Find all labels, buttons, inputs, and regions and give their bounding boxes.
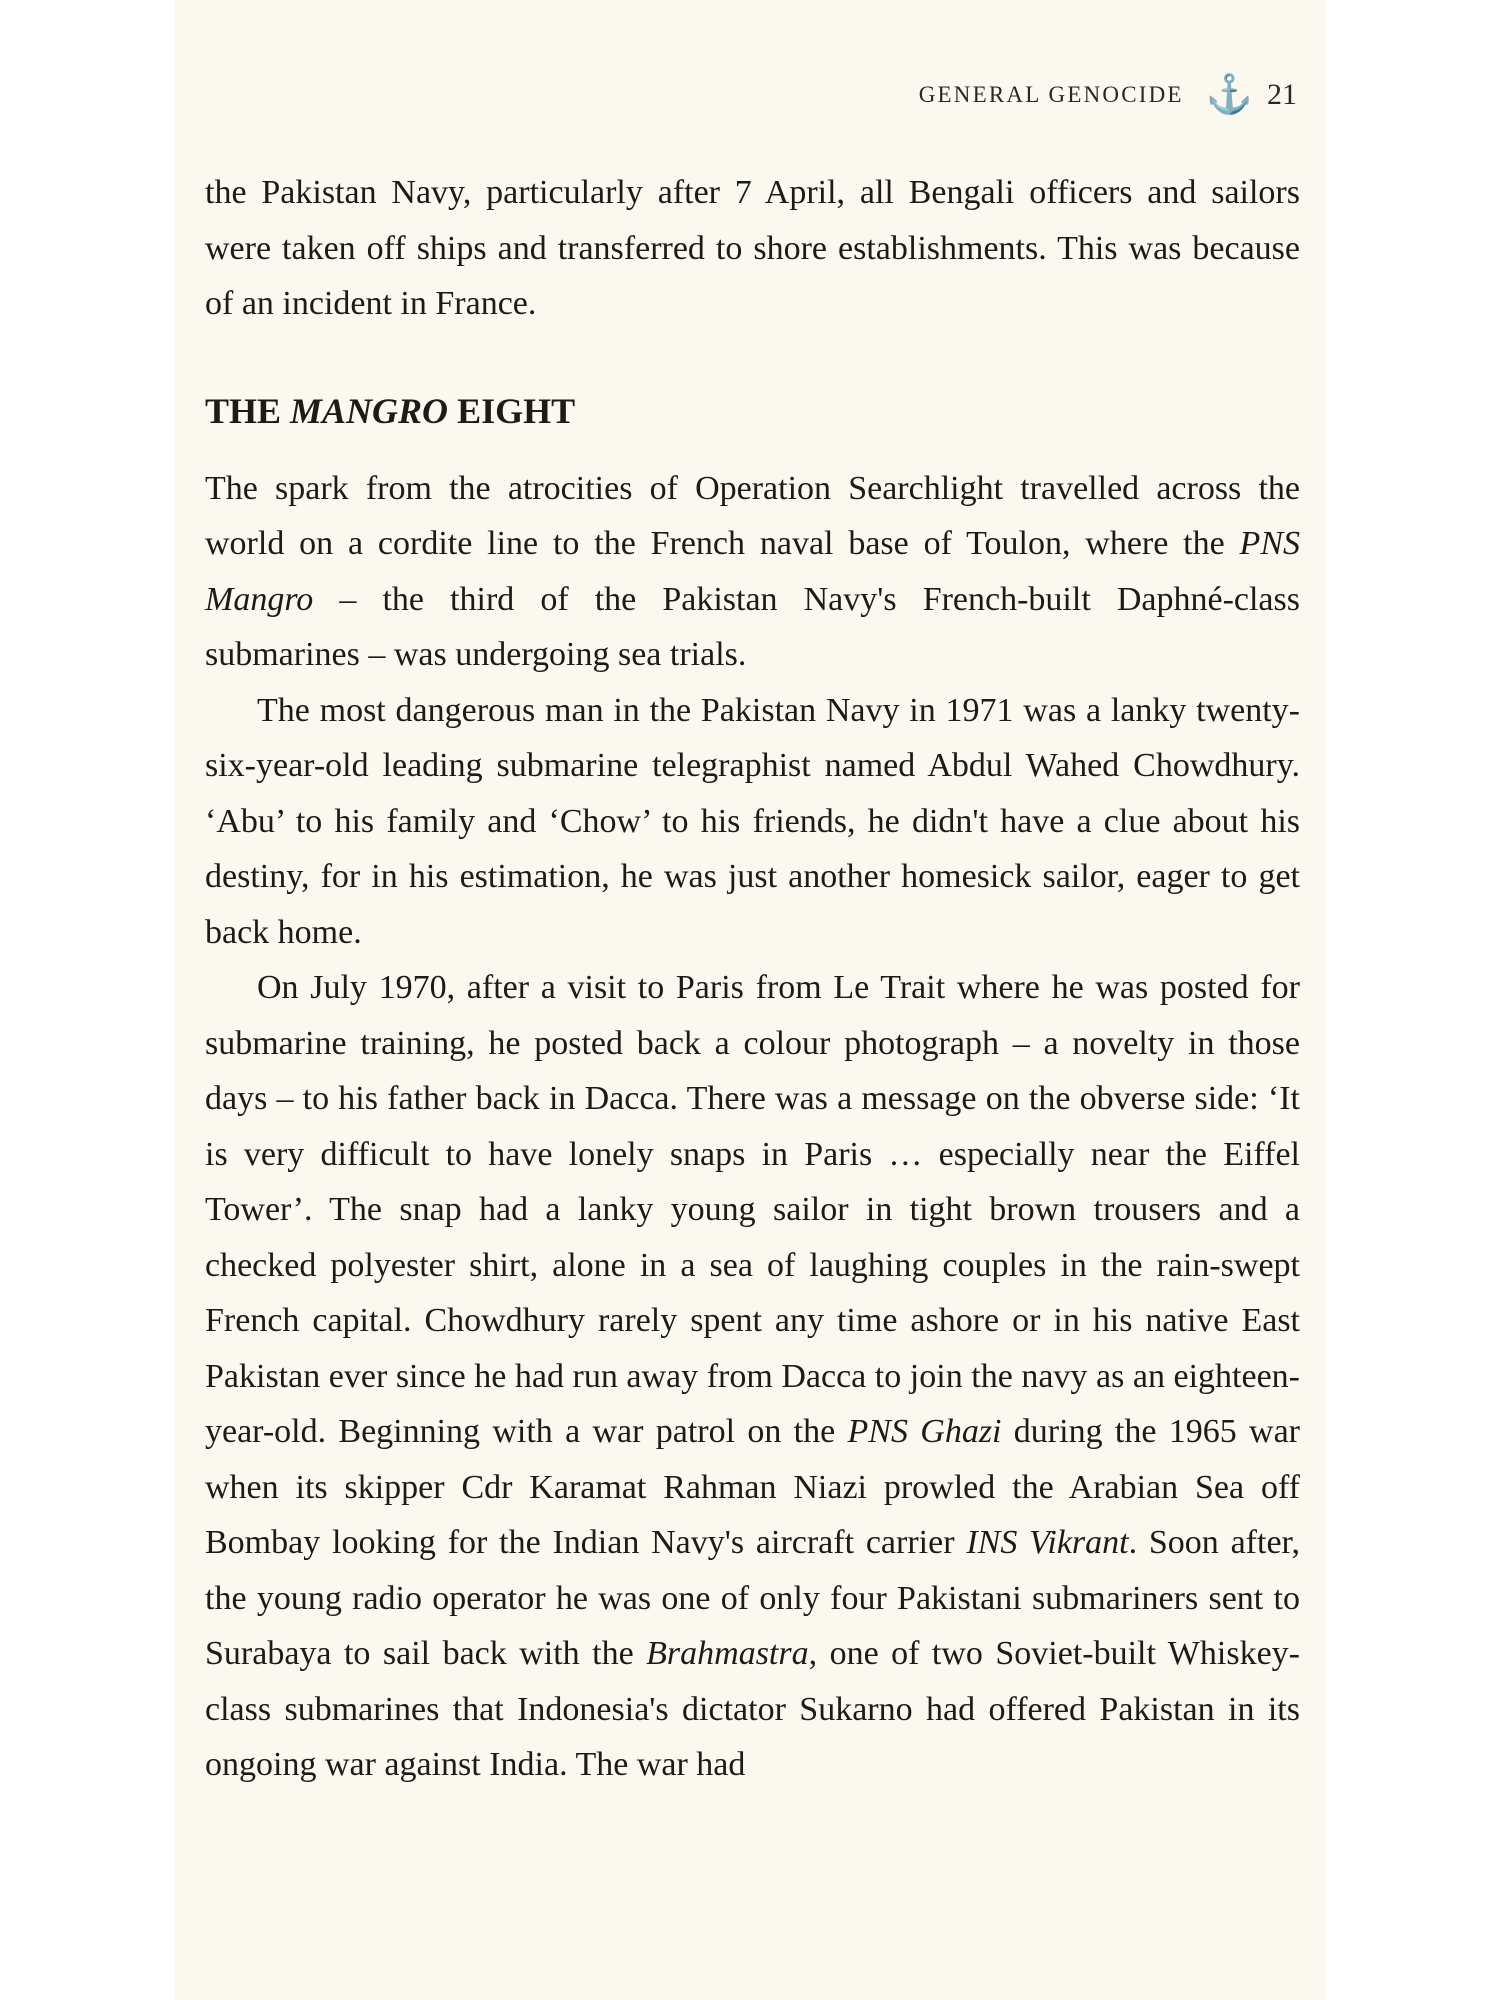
paragraph-july-1970: On July 1970, after a visit to Paris from Le Trait where he was posted for submarine training, he posted back a colour photograph – a novelty in those days – to his father back in Dacca. There was a message on the obverse side: ‘It is very difficult to have lonely snaps in Paris … especially near the Eiffel Tower’. The snap had a lanky young sailor in tight brown trousers and a checked polyester shirt, alone in a sea of laughing couples in the rain-swept French capital. Chowdhury rarely spent any time ashore or in his native East Pakistan ever since he had run away from Dacca to join the navy as an eighteen-year-old. Beginning with a war patrol on the PNS Ghazi during the 1965 war when its skipper Cdr Karamat Rahman Niazi prowled the Arabian Sea off Bombay looking for the Indian Navy's aircraft carrier INS Vikrant. Soon after, the young radio operator he was one of only four Pakistani submariners sent to Surabaya to sail back with the Brahmastra, one of two Soviet-built Whiskey-class submarines that Indonesia's dictator Sukarno had offered Pakistan in its ongoing war against India. The war had (205, 969, 1301, 1783)
page-number: 21 (1267, 78, 1297, 111)
book-page (175, 0, 1325, 2000)
paragraph-continued: the Pakistan Navy, particularly after 7 April, all Bengali officers and sailors were taken off ships and transferred to shore establishments. This was because of an incident in France. (205, 174, 1300, 322)
page-body (205, 165, 1300, 1793)
paragraph-dangerous-man: The most dangerous man in the Pakistan Navy in 1971 was a lanky twenty-six-year-old leading submarine telegraphist named Abdul Wahed Chowdhury. ‘Abu’ to his family and ‘Chow’ to his friends, he didn't have a clue about his destiny, for in his estimation, he was just another homesick sailor, eager to get back home. (205, 691, 1300, 951)
paragraph-spark: The spark from the atrocities of Operation Searchlight travelled across the world on a cordite line to the French naval base of Toulon, where the PNS Mangro – the third of the Pakistan Navy's French-built Daphné-class submarines – was undergoing sea trials. (205, 469, 1300, 673)
section-heading: THE MANGRO EIGHT (205, 390, 576, 431)
page-header (919, 76, 1297, 114)
running-head: GENERAL GENOCIDE (918, 82, 1184, 107)
anchor-icon: ⚓ (1205, 74, 1253, 116)
